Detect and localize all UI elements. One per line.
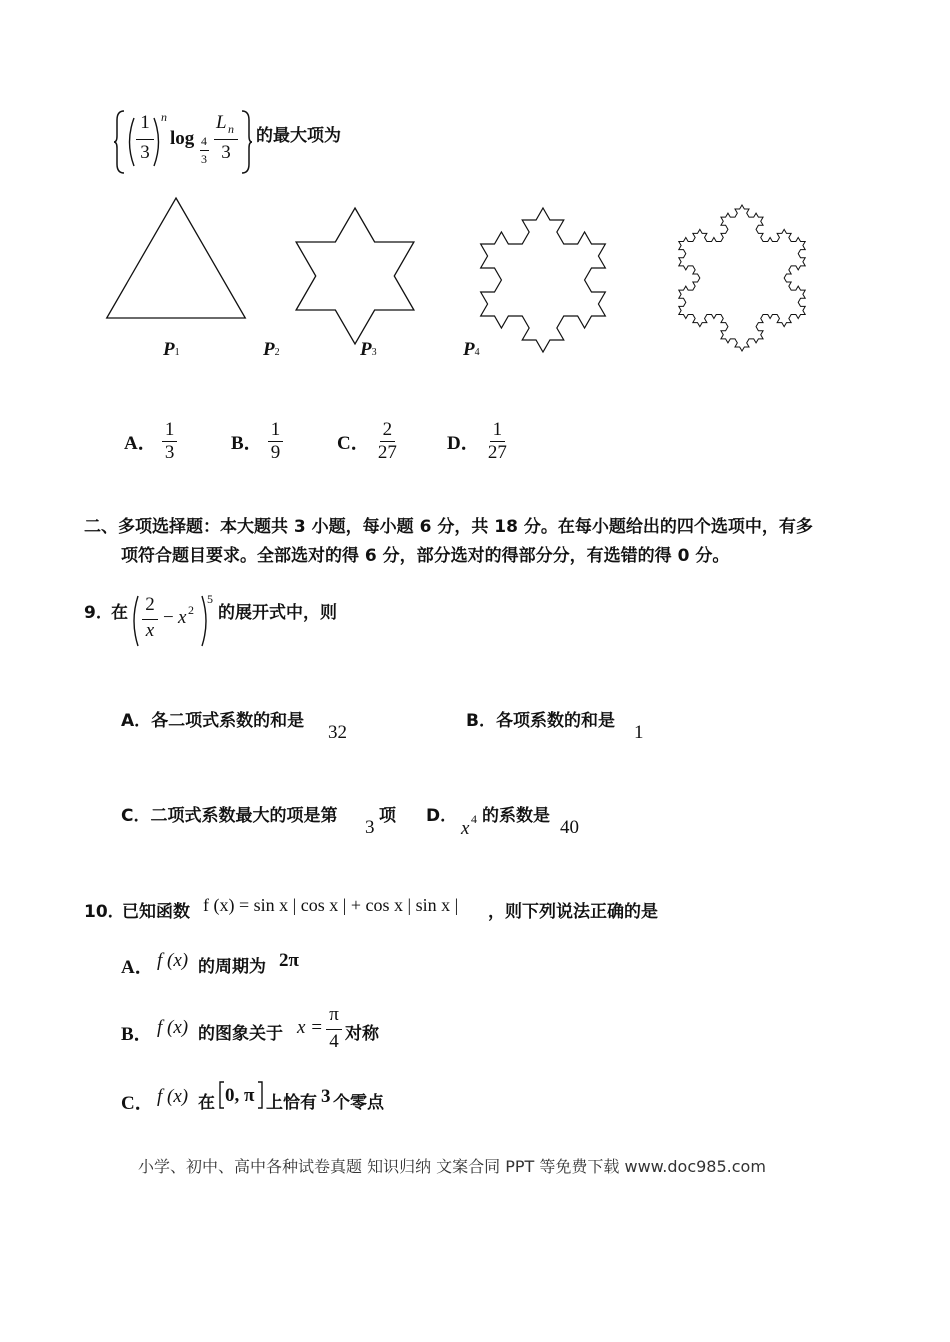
q9-option-d-label: D．	[426, 806, 458, 826]
label-p3-name: P	[360, 339, 372, 360]
q8-option-d-num: 1	[490, 420, 506, 442]
q10-option-b[interactable]	[121, 1019, 153, 1046]
q9-x-term: x	[178, 607, 187, 628]
q8-option-d-den: 27	[487, 442, 507, 463]
q10-interval-text: 0, π	[225, 1085, 255, 1106]
q8-option-b-letter: B．	[231, 433, 263, 454]
q8-option-d-fraction	[485, 420, 510, 463]
seq-exponent: n	[161, 110, 167, 124]
seq-den-three: 3	[221, 142, 231, 163]
label-p3	[360, 339, 377, 361]
seq-L-sub: n	[228, 122, 234, 136]
q9-option-c-value: 3	[365, 817, 375, 838]
label-p3-sub: 3	[371, 347, 377, 358]
q8-option-d[interactable]	[447, 420, 510, 463]
q9-option-c-label: C．二项式系数最大的项是第	[121, 806, 338, 826]
q10-option-a-label: A．	[121, 957, 154, 978]
q10-option-c-count: 3	[321, 1086, 331, 1107]
label-p4-sub: 4	[474, 347, 480, 358]
seq-log-base-num: 4	[201, 134, 207, 148]
label-p1	[163, 339, 180, 361]
q10-option-c-interval	[218, 1080, 264, 1110]
q9-outer-exp: 5	[207, 592, 213, 606]
q9-prefix: 在	[111, 603, 128, 623]
figure-p4-koch	[679, 205, 805, 351]
q9-frac-den: x	[145, 620, 155, 641]
label-p4-name: P	[463, 339, 475, 360]
section2-line2: 项符合题目要求。全部选对的得 6 分，部分选对的得部分分，有选错的得 0 分。	[121, 546, 730, 566]
figure-p3-koch	[481, 208, 606, 352]
q9-number: 9．	[84, 603, 113, 623]
label-p2-sub: 2	[274, 347, 280, 358]
q10-option-c-fx: f (x)	[157, 1086, 189, 1107]
q9-option-c[interactable]	[121, 801, 337, 826]
sequence-suffix: 的最大项为	[256, 126, 341, 146]
q9-option-d-x: x	[461, 818, 470, 839]
label-p4	[463, 339, 480, 361]
q10-option-b-label: B．	[121, 1024, 153, 1045]
q10-option-c-text3: 个零点	[333, 1093, 384, 1113]
q10-suffix: ，则下列说法正确的是	[488, 902, 658, 922]
label-p2	[263, 339, 280, 361]
q10-number: 10．	[84, 902, 125, 922]
q8-option-c[interactable]	[337, 420, 400, 463]
q9-option-a-value: 32	[328, 722, 347, 743]
q10-option-c[interactable]	[121, 1088, 154, 1115]
q8-option-c-letter: C．	[337, 433, 370, 454]
seq-log-base-den: 3	[201, 152, 207, 166]
q10-option-b-lhs: x =	[297, 1017, 324, 1038]
label-p1-name: P	[163, 339, 175, 360]
q10-option-b-bar	[326, 1029, 342, 1030]
seq-three: 3	[140, 142, 150, 163]
q10-option-b-num: π	[329, 1004, 339, 1025]
q10-prefix: 已知函数	[122, 902, 190, 922]
q9-option-d[interactable]	[426, 801, 457, 826]
q9-suffix: 的展开式中，则	[218, 603, 337, 623]
q8-option-b-num: 1	[268, 420, 284, 442]
q9-frac-num: 2	[145, 594, 155, 615]
q10-option-c-text2: 上恰有	[266, 1093, 317, 1113]
q8-option-b[interactable]	[231, 420, 283, 463]
q8-option-b-den: 9	[270, 442, 281, 463]
label-p2-name: P	[263, 339, 275, 360]
q10-option-a-fx: f (x)	[157, 950, 189, 971]
q8-option-a-letter: A．	[124, 433, 157, 454]
q9-option-c-suffix: 项	[379, 806, 396, 826]
footer-text: 小学、初中、高中各种试卷真题 知识归纳 文案合同 PPT 等免费下载 www.doc985.com	[138, 1157, 766, 1176]
q8-option-c-den: 27	[377, 442, 397, 463]
q10-option-c-text1: 在	[198, 1093, 215, 1113]
q8-option-a-num: 1	[162, 420, 178, 442]
q9-x-exp: 2	[188, 603, 194, 617]
q8-option-a-fraction	[162, 420, 178, 463]
q9-option-d-value: 40	[560, 817, 579, 838]
q9-option-a[interactable]	[121, 706, 304, 731]
q8-option-c-fraction	[375, 420, 400, 463]
q10-option-b-text: 的图象关于	[198, 1024, 283, 1044]
section2-line1: 二、多项选择题：本大题共 3 小题，每小题 6 分，共 18 分。在每小题给出的四个选项中，有多	[84, 517, 813, 537]
q10-option-b-den: 4	[329, 1031, 339, 1052]
q8-option-a-den: 3	[164, 442, 175, 463]
q10-option-a-value: 2π	[279, 950, 299, 971]
q8-option-c-num: 2	[380, 420, 396, 442]
q10-option-a-text: 的周期为	[198, 957, 266, 977]
q9-option-b[interactable]	[466, 706, 615, 731]
q8-option-d-letter: D．	[447, 433, 480, 454]
q8-option-b-fraction	[268, 420, 284, 463]
q9-option-b-label: B．各项系数的和是	[466, 711, 615, 731]
q10-option-b-fx: f (x)	[157, 1017, 189, 1038]
figure-p2-star	[296, 208, 414, 344]
q9-option-a-label: A．各二项式系数的和是	[121, 711, 305, 731]
label-p1-sub: 1	[174, 347, 180, 358]
figure-p1-triangle	[107, 198, 246, 318]
q9-option-b-value: 1	[634, 722, 644, 743]
q9-binomial	[130, 592, 216, 650]
q9-option-d-exp: 4	[471, 812, 477, 826]
q10-option-c-label: C．	[121, 1093, 154, 1114]
q9-minus: −	[163, 607, 174, 628]
q10-option-b-suffix: 对称	[345, 1024, 379, 1044]
seq-L: L	[216, 112, 227, 133]
seq-one: 1	[140, 112, 150, 133]
q10-option-a[interactable]	[121, 952, 154, 979]
q10-formula: f (x) = sin x | cos x | + cos x | sin x |	[203, 895, 459, 915]
q8-option-a[interactable]	[124, 420, 177, 463]
q9-option-d-mid: 的系数是	[482, 806, 550, 826]
seq-log: log	[170, 128, 195, 149]
koch-snowflake-figures	[0, 0, 950, 380]
